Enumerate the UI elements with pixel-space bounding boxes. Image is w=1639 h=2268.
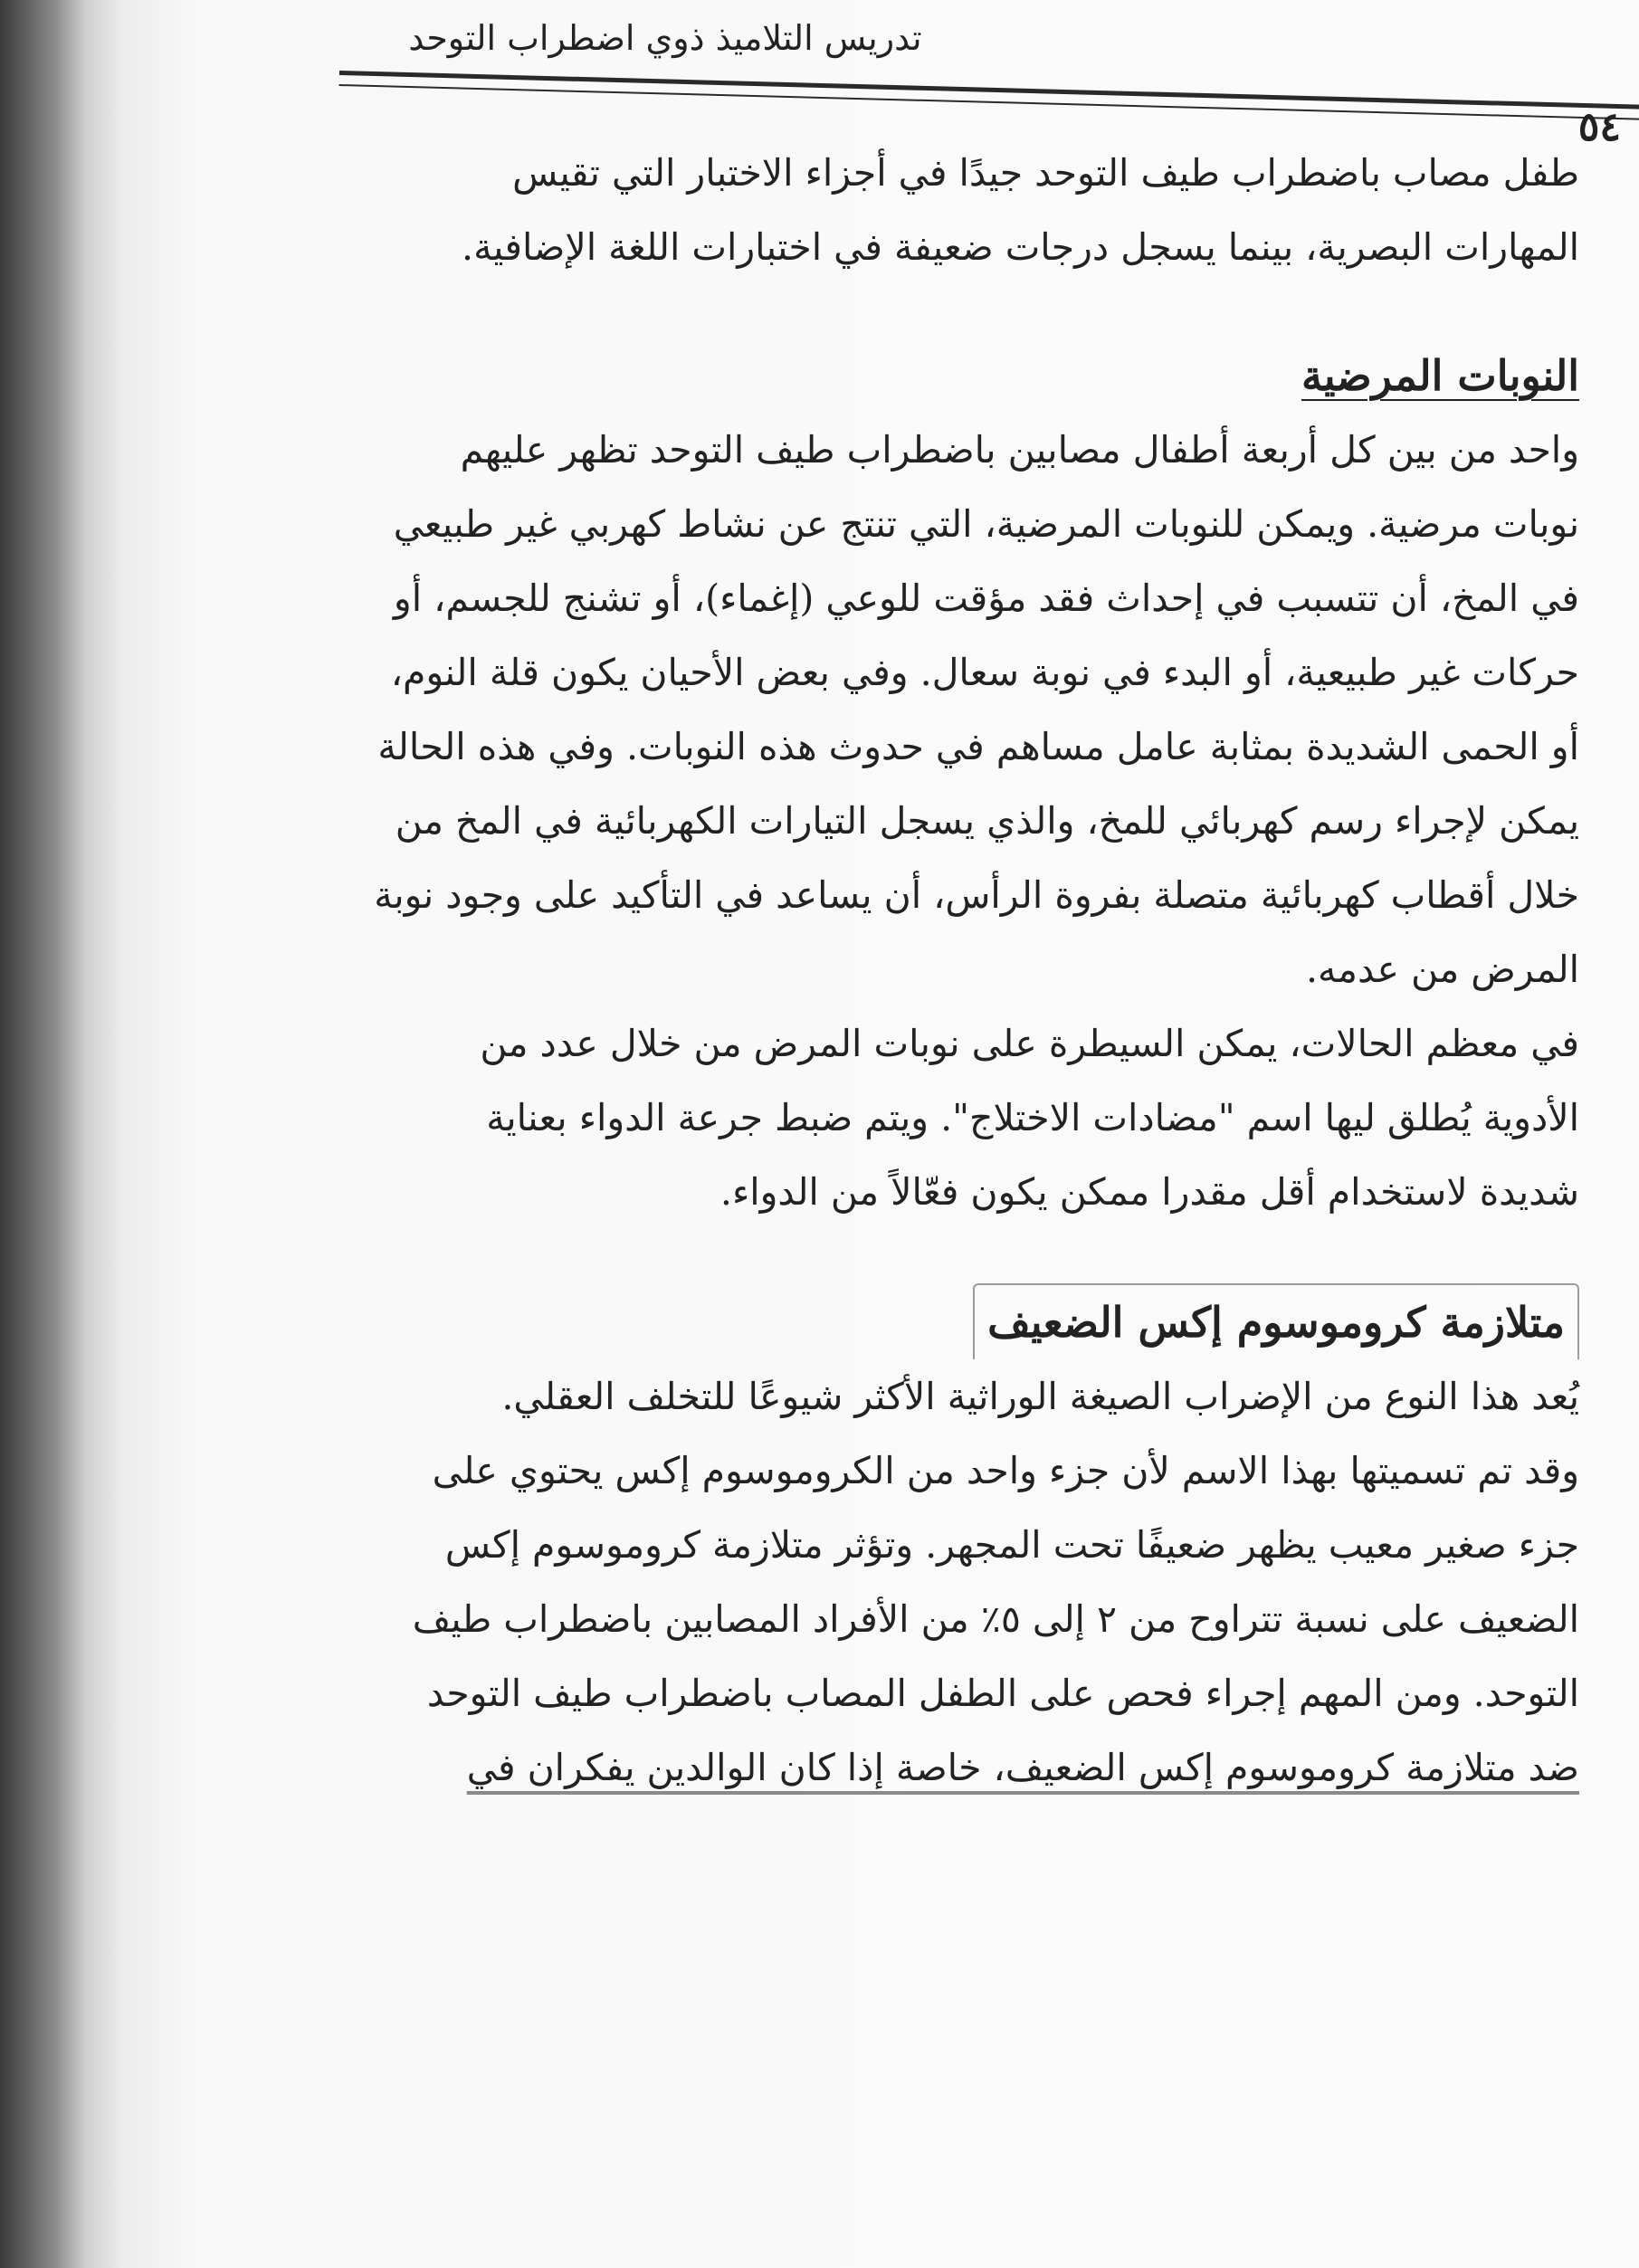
section-heading-seizures: النوبات المرضية xyxy=(1301,351,1579,400)
text-line: في معظم الحالات، يمكن السيطرة على نوبات المرض من خلال عدد من xyxy=(480,1022,1579,1065)
spacer xyxy=(204,1229,1579,1283)
text-line: خلال أقطاب كهربائية متصلة بفروة الرأس، أن يساعد في التأكيد على وجود نوبة xyxy=(374,873,1579,917)
text-line: في المخ، أن تتسبب في إحداث فقد مؤقت للوعي (إغماء)، أو تشنج للجسم، أو xyxy=(393,577,1579,620)
text-line: طفل مصاب باضطراب طيف التوحد جيدًا في أجزاء الاختبار التي تقيس xyxy=(512,151,1579,195)
header-rule xyxy=(339,71,1639,122)
text-line: المرض من عدمه. xyxy=(1306,948,1579,991)
text-line: يمكن لإجراء رسم كهربائي للمخ، والذي يسجل التيارات الكهربائية في المخ من xyxy=(395,799,1579,843)
spacer xyxy=(204,284,1579,338)
text-line: حركات غير طبيعية، أو البدء في نوبة سعال. وفي بعض الأحيان يكون قلة النوم، xyxy=(390,651,1579,694)
text-line: شديدة لاستخدام أقل مقدرا ممكن يكون فعّالاً من الدواء. xyxy=(719,1170,1579,1214)
text-line: أو الحمى الشديدة بمثابة عامل مساهم في حدوث هذه النوبات. وفي هذه الحالة xyxy=(377,725,1579,768)
text-line: المهارات البصرية، بينما يسجل درجات ضعيفة في اختبارات اللغة الإضافية. xyxy=(462,225,1579,269)
pencil-annotation-box: متلازمة كروموسوم إكس الضعيف xyxy=(973,1283,1579,1359)
section-heading-fragile-x xyxy=(204,1283,1579,1359)
text-line: يُعد هذا النوع من الإضراب الصيغة الوراثية الأكثر شيوعًا للتخلف العقلي. xyxy=(501,1375,1579,1418)
scanned-page xyxy=(86,0,1639,2268)
page-body xyxy=(204,136,1579,1805)
page-number: ٥٤ xyxy=(1577,104,1621,150)
running-header-title: تدريس التلاميذ ذوي اضطراب التوحد xyxy=(408,18,922,58)
book-spine-shadow xyxy=(0,0,86,2268)
text-line: الأدوية يُطلق ليها اسم "مضادات الاختلاج". ويتم ضبط جرعة الدواء بعناية xyxy=(486,1096,1579,1139)
text-line: الضعيف على نسبة تتراوح من ٢ إلى ٥٪ من الأفراد المصابين باضطراب طيف xyxy=(412,1597,1579,1641)
text-line: نوبات مرضية. ويمكن للنوبات المرضية، التي تنتج عن نشاط كهربي غير طبيعي xyxy=(393,502,1579,546)
text-line: التوحد. ومن المهم إجراء فحص على الطفل المصاب باضطراب طيف التوحد xyxy=(426,1672,1579,1715)
text-line: وقد تم تسميتها بهذا الاسم لأن جزء واحد من الكروموسوم إكس يحتوي على xyxy=(432,1449,1579,1492)
text-line: جزء صغير معيب يظهر ضعيفًا تحت المجهر. وتؤثر متلازمة كروموسوم إكس xyxy=(444,1523,1579,1567)
text-line: ضد متلازمة كروموسوم إكس الضعيف، خاصة إذا كان الوالدين يفكران في xyxy=(466,1746,1579,1789)
text-line: واحد من بين كل أربعة أطفال مصابين باضطراب طيف التوحد تظهر عليهم xyxy=(460,428,1579,472)
